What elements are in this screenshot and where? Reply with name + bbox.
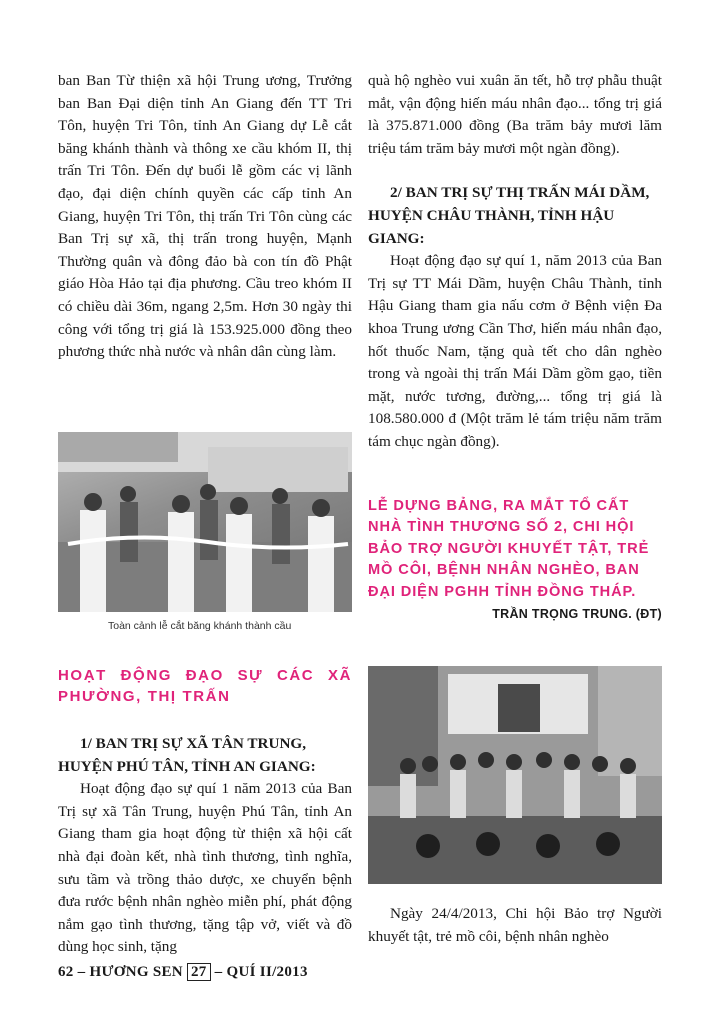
right-column-lower: [368, 903, 662, 948]
ribbon-cutting-photo: [58, 432, 352, 612]
issue-quarter: – QUÍ II/2013: [214, 964, 308, 980]
ceremony-illustration: [368, 666, 662, 884]
ceremony-photo: [368, 666, 662, 884]
subheading-mai-dam: 2/ BAN TRỊ SỰ THỊ TRẤN MÁI DẦM, HUYỆN CHÂU THÀNH, TỈNH HẬU GIANG:: [368, 184, 650, 247]
page-footer: [58, 964, 308, 981]
section-heading: HOẠT ĐỘNG ĐẠO SỰ CÁC XÃ PHƯỜNG, THỊ TRẤN: [58, 667, 352, 705]
mai-dam-paragraph: Hoạt động đạo sự quí 1, năm 2013 của Ban Trị sự TT Mái Dầm, huyện Châu Thành, tỉnh Hậu Giang tham gia nấu cơm ở Bệnh viện Đa khoa Trung ương Cần Thơ, hiến máu nhân đạo, hốt thuốc Nam, tặng quà tết cho dân nghèo trong và ngoài thị trấn Mái Dầm gồm gạo, tiền mặt, nước tương, đường,... tổng trị giá là 108.580.000 đ (Một trăm lẻ tám triệu năm trăm tám chục ngàn đồng).: [368, 252, 662, 450]
donation-paragraph: Ngày 24/4/2013, Chi hội Bảo trợ Người khuyết tật, trẻ mồ côi, bệnh nhân nghèo: [368, 905, 662, 945]
feature-heading: LỄ DỰNG BẢNG, RA MẮT TỔ CẤT NHÀ TÌNH THƯƠNG SỐ 2, CHI HỘI BẢO TRỢ NGƯỜI KHUYẾT TẬT, TRẺ MỒ CÔI, BỆNH NHÂN NGHÈO, BAN ĐẠI DIỆN PGHH TỈNH ĐỒNG THÁP.: [368, 497, 650, 600]
subheading-tan-trung: 1/ BAN TRỊ SỰ XÃ TÂN TRUNG, HUYỆN PHÚ TÂN, TỈNH AN GIANG:: [58, 735, 316, 775]
left-column-lower: [58, 665, 352, 959]
magazine-name: – HƯƠNG SEN: [77, 964, 183, 980]
right-intro-paragraph: quà hộ nghèo vui xuân ăn tết, hỗ trợ phẫu thuật mắt, vận động hiến máu nhân đạo... tổng trị giá là 375.871.000 đồng (Ba trăm bảy mươi lăm triệu tám trăm bảy mươi một ngàn đồng).: [368, 72, 662, 157]
tan-trung-paragraph: Hoạt động đạo sự quí 1 năm 2013 của Ban Trị sự xã Tân Trung, huyện Phú Tân, tỉnh An Giang tham gia hoạt động từ thiện xã hội cất nhà đại đoàn kết, nhà tình thương, tình nghĩa, sưu tầm và trồng thảo dược, xe chuyển bệnh đưa rước bệnh nhân nghèo miễn phí, phát động nắm gạo tình thương, tặng tập vở, viết và đồ dùng học sinh, tặng: [58, 780, 352, 956]
left-column: [58, 70, 352, 364]
page-number: 62: [58, 964, 74, 980]
right-column: [368, 70, 662, 621]
ribbon-cutting-illustration: [58, 432, 352, 612]
feature-author: TRẦN TRỌNG TRUNG. (ĐT): [492, 607, 662, 622]
left-intro-paragraph: ban Ban Từ thiện xã hội Trung ương, Trưởng ban Ban Đại diện tỉnh An Giang đến TT Tri Tôn, huyện Tri Tôn, tỉnh An Giang dự Lễ cắt băng khánh thành và thông xe cầu khóm II, thị trấn Tri Tôn. Đến dự buổi lễ gồm các vị lãnh đạo, đại diện chính quyền các cấp tỉnh An Giang, huyện Tri Tôn, thị trấn Tri Tôn cùng các Ban Trị sự xã, thị trấn trong huyện, Mạnh Thường quân và đông đảo bà con tín đồ Phật giáo Hòa Hảo tại địa phương. Cầu treo khóm II có chiều dài 36m, ngang 2,5m. Hơn 30 ngày thi công với tổng trị giá là 153.925.000 đồng theo phương thức nhà nước và nhân dân cùng làm.: [58, 72, 352, 361]
photo-caption: Toàn cảnh lễ cắt băng khánh thành cầu: [108, 620, 292, 632]
issue-number: 27: [187, 963, 211, 981]
